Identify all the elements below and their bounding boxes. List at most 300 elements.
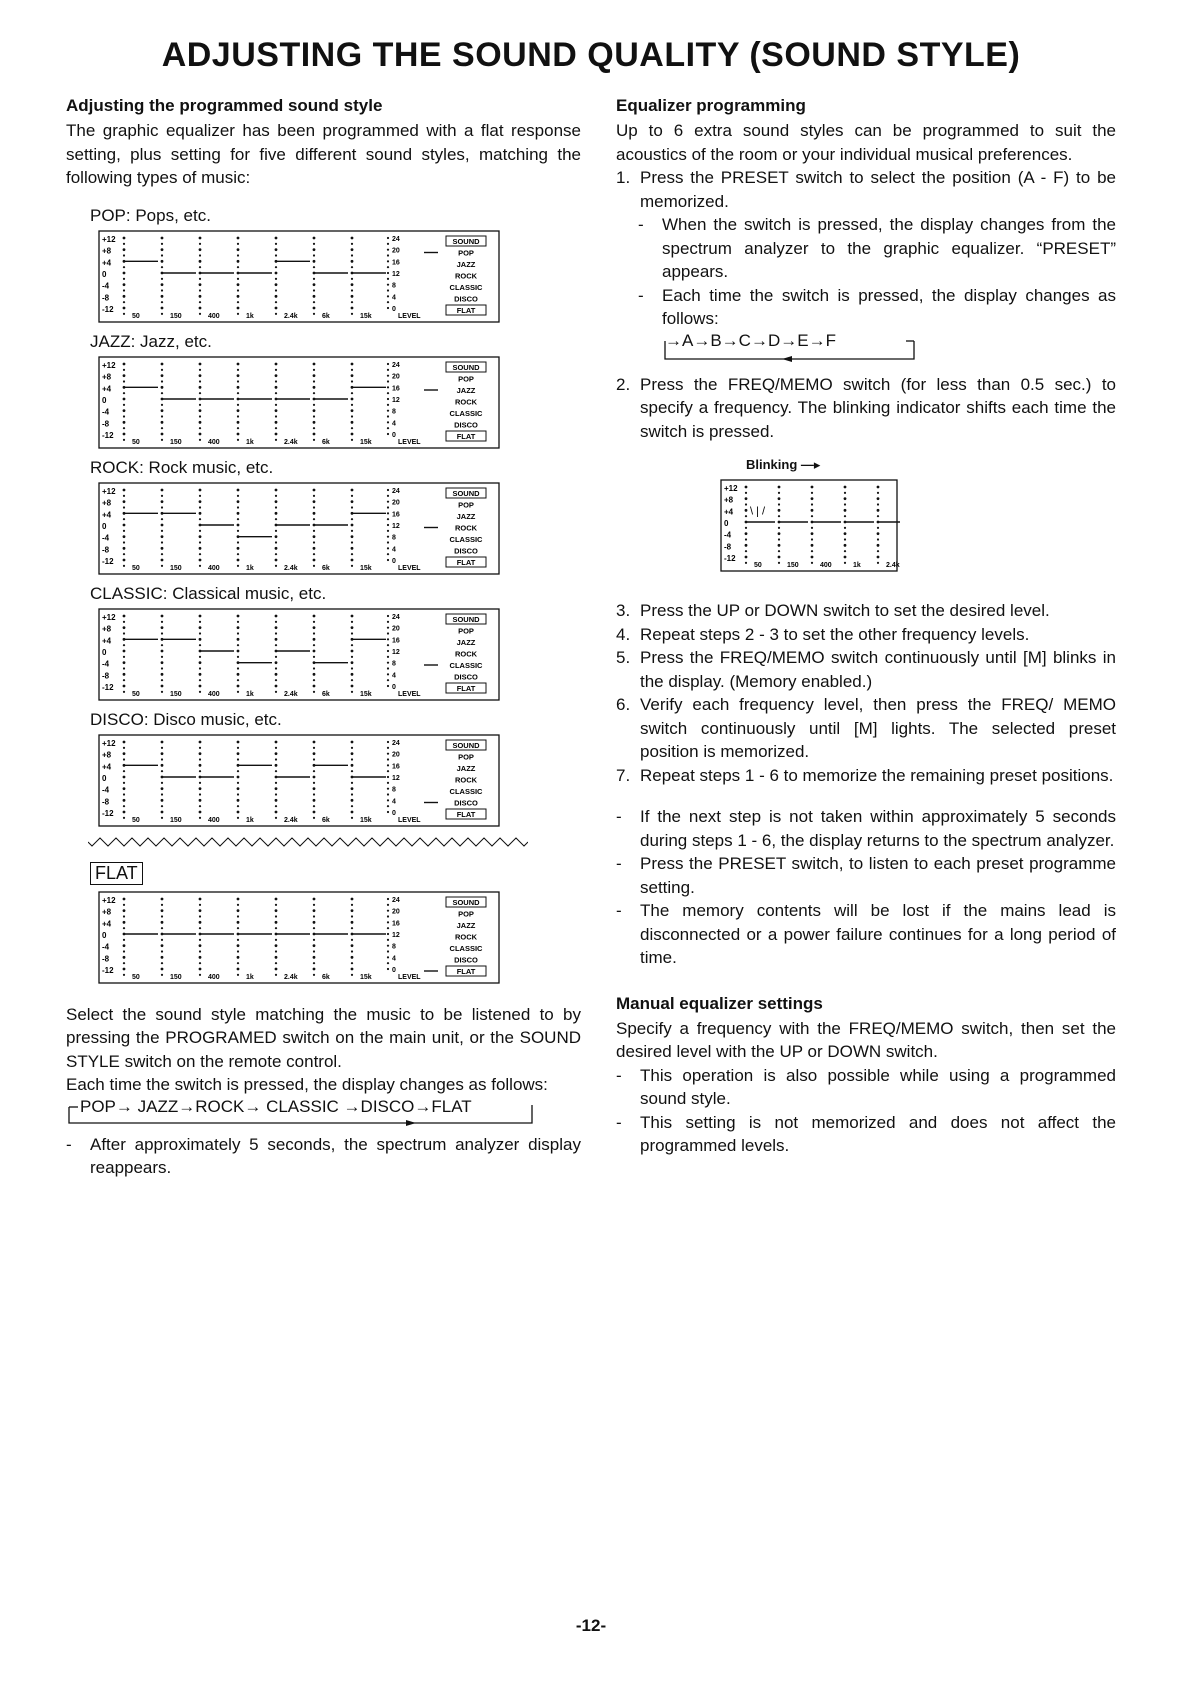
- eq-dot: [351, 793, 353, 795]
- manual-paragraph: Specify a frequency with the FREQ/MEMO switch, then set the desired level with the UP or DOWN switch.: [616, 1018, 1116, 1061]
- eq-dot: [161, 362, 164, 365]
- eq-x-label: 50: [132, 690, 140, 698]
- eq-dot: [275, 798, 278, 801]
- eq-dot: [199, 380, 201, 382]
- eq-dot: [844, 562, 846, 564]
- eq-dot: [123, 740, 126, 743]
- eq-dot: [199, 758, 201, 760]
- eq-dot: [275, 897, 278, 900]
- eq-dot: [387, 306, 389, 308]
- eq-dot: [237, 679, 239, 681]
- eq-dot: [161, 523, 164, 526]
- eq-dot: [199, 374, 202, 377]
- eq-dot: [161, 420, 164, 423]
- eq-level-label: 4: [392, 545, 396, 553]
- eq-dot: [275, 927, 277, 929]
- preset-sequence-text: →A→B→C→D→E→F: [665, 330, 836, 350]
- eq-dot: [275, 409, 278, 412]
- eq-dot: [199, 541, 201, 543]
- eq-dot: [123, 236, 126, 239]
- preset-block: [66, 206, 581, 324]
- eq-dot: [778, 538, 780, 540]
- eq-dot: [275, 667, 277, 669]
- eq-x-label: 1k: [246, 816, 254, 824]
- eq-dot: [275, 909, 278, 912]
- eq-dot: [313, 667, 315, 669]
- eq-y-label: +8: [102, 498, 112, 508]
- eq-dot: [199, 506, 201, 508]
- eq-dot: [123, 432, 126, 435]
- eq-dot: [237, 915, 239, 917]
- eq-dot: [123, 266, 125, 268]
- eq-dot: [387, 494, 389, 496]
- eq-dot: [387, 626, 389, 628]
- eq-x-label: 1k: [246, 312, 254, 320]
- eq-dot: [237, 909, 240, 912]
- eq-dot: [313, 626, 316, 629]
- eq-dot: [313, 403, 315, 405]
- eq-dot: [161, 289, 163, 291]
- eq-dot: [199, 254, 201, 256]
- eq-x-label: 2.4k: [284, 564, 298, 572]
- eq-dot: [237, 427, 239, 429]
- eq-dot: [313, 392, 315, 394]
- eq-dot: [199, 655, 201, 657]
- eq-mode-label: ROCK: [454, 271, 478, 280]
- eq-dot: [199, 752, 202, 755]
- eq-dot: [161, 944, 164, 947]
- eq-dot: [387, 260, 389, 262]
- eq-dot: [811, 486, 814, 489]
- eq-frame: [721, 480, 897, 571]
- eq-dot: [313, 909, 316, 912]
- eq-dot: [313, 564, 315, 566]
- eq-level-label: 20: [392, 751, 400, 759]
- eq-dot: [313, 546, 316, 549]
- eq-dot: [123, 420, 126, 423]
- eq-dot: [237, 289, 239, 291]
- eq-dot: [351, 672, 354, 675]
- eq-dot: [199, 301, 201, 303]
- eq-dot: [275, 438, 277, 440]
- eq-level-label: 8: [392, 786, 396, 794]
- eq-dot: [351, 955, 354, 958]
- eq-dot: [275, 558, 278, 561]
- eq-dot: [237, 500, 240, 503]
- eq-dot: [313, 920, 316, 923]
- eq-dot: [199, 420, 202, 423]
- eq-dot: [275, 254, 277, 256]
- eq-dot: [237, 564, 239, 566]
- eq-dot: [123, 564, 125, 566]
- eq-dot: [123, 962, 125, 964]
- eq-dot: [275, 506, 277, 508]
- eq-dot: [387, 684, 389, 686]
- eq-dot: [161, 494, 163, 496]
- eq-dot: [351, 362, 354, 365]
- eq-dot: [387, 421, 389, 423]
- eq-y-label: -12: [102, 556, 114, 566]
- eq-dot: [351, 684, 354, 687]
- eq-dot: [161, 644, 163, 646]
- eq-y-label: +12: [102, 486, 116, 496]
- eq-dot: [199, 672, 202, 675]
- eq-dot: [877, 562, 879, 564]
- eq-dot: [123, 289, 125, 291]
- eq-dot: [275, 415, 277, 417]
- eq-dot: [199, 770, 201, 772]
- eq-dot: [351, 787, 354, 790]
- eq-dot: [237, 962, 239, 964]
- blinking-indicator: \ | /: [750, 505, 766, 518]
- eq-dot: [844, 515, 846, 517]
- eq-dot: [313, 915, 315, 917]
- eq-display-svg: [720, 479, 900, 573]
- eq-dot: [351, 283, 354, 286]
- eq-dot: [199, 403, 201, 405]
- eq-dot: [313, 897, 316, 900]
- eq-dot: [123, 374, 126, 377]
- eq-dot: [161, 740, 164, 743]
- eq-x-label: 2.4k: [284, 312, 298, 320]
- eq-level-label: 16: [392, 510, 400, 518]
- eq-y-label: +4: [724, 507, 734, 517]
- eq-dot: [237, 511, 240, 514]
- eq-dot: [123, 775, 126, 778]
- eq-x-label: 400: [208, 438, 220, 446]
- eq-dot: [778, 492, 780, 494]
- eq-dot: [161, 614, 164, 617]
- eq-dot: [351, 259, 354, 262]
- eq-x-label: 150: [787, 562, 799, 569]
- eq-mode-label: CLASSIC: [449, 943, 483, 953]
- eq-x-label: 150: [170, 690, 182, 698]
- eq-y-label: 0: [102, 930, 107, 940]
- eq-y-label: +8: [102, 907, 112, 917]
- eq-dot: [237, 420, 240, 423]
- eq-y-label: +12: [102, 738, 116, 748]
- eq-x-label: 150: [170, 973, 182, 981]
- eq-dot: [123, 403, 125, 405]
- eq-y-label: -8: [102, 796, 110, 806]
- eq-mode-label: FLAT: [456, 557, 476, 567]
- eq-dot: [123, 690, 125, 692]
- step-list: [616, 599, 1116, 787]
- step-item: 6. Verify each frequency level, then press the FREQ/ MEMO switch continuously until [M] lights. The selected preset position is memorized.: [616, 693, 1116, 764]
- manual-note-item: - This operation is also possible while using a programmed sound style.: [616, 1064, 1116, 1111]
- eq-level-label: 16: [392, 762, 400, 770]
- left-column: [66, 96, 581, 1180]
- eq-dot: [313, 962, 315, 964]
- eq-dot: [313, 955, 316, 958]
- eq-dot: [313, 385, 316, 388]
- eq-dot: [313, 553, 315, 555]
- eq-dot: [237, 294, 240, 297]
- eq-dot: [275, 632, 277, 634]
- eq-x-label: 50: [132, 438, 140, 446]
- eq-display-svg: [98, 482, 518, 576]
- eq-y-label: -8: [102, 953, 110, 963]
- eq-dot: [237, 362, 240, 365]
- eq-dot: [161, 927, 163, 929]
- eq-dot: [275, 758, 277, 760]
- eq-dot: [313, 535, 316, 538]
- eq-mode-label: POP: [458, 909, 474, 918]
- eq-x-label: LEVEL: [398, 438, 421, 446]
- eq-dot: [745, 562, 747, 564]
- eq-dot: [199, 915, 201, 917]
- eq-dot: [387, 810, 389, 812]
- eq-dot: [161, 266, 163, 268]
- eq-mode-label: DISCO: [454, 798, 478, 807]
- eq-dot: [351, 432, 354, 435]
- eq-dot: [199, 294, 202, 297]
- eq-level-label: 4: [392, 419, 396, 427]
- eq-dot: [351, 236, 354, 239]
- eq-x-label: 15k: [360, 973, 372, 981]
- eq-dot: [199, 973, 201, 975]
- eq-dot: [745, 509, 748, 512]
- eq-dot: [237, 494, 239, 496]
- eq-dot: [778, 550, 780, 552]
- eq-mode-label: POP: [458, 374, 474, 383]
- eq-dot: [123, 684, 126, 687]
- eq-dot: [199, 667, 201, 669]
- eq-dot: [811, 544, 814, 547]
- eq-dot: [199, 432, 202, 435]
- eq-dot: [237, 781, 239, 783]
- eq-dot: [313, 944, 316, 947]
- eq-dot: [123, 415, 125, 417]
- eq-dot: [387, 242, 389, 244]
- eq-dot: [199, 684, 202, 687]
- eq-dot: [199, 553, 201, 555]
- eq-dot: [199, 312, 201, 314]
- eq-x-label: 400: [208, 564, 220, 572]
- eq-dot: [745, 497, 748, 500]
- eq-dot: [275, 962, 277, 964]
- eq-dot: [161, 620, 163, 622]
- eq-dot: [199, 679, 201, 681]
- eq-dot: [275, 362, 278, 365]
- eq-dot: [351, 438, 353, 440]
- eq-y-label: -8: [102, 418, 110, 428]
- section-heading-manual: Manual equalizer settings: [616, 993, 823, 1013]
- eq-dot: [275, 967, 278, 970]
- eq-y-label: +12: [102, 895, 116, 905]
- eq-y-label: +8: [102, 372, 112, 382]
- step-2: 2. Press the FREQ/MEMO switch (for less than 0.5 sec.) to specify a frequency. The blinking indicator shifts each time the switch is pressed.: [616, 373, 1116, 444]
- eq-dot: [275, 500, 278, 503]
- eq-dot: [844, 538, 846, 540]
- eq-dot: [123, 927, 125, 929]
- eq-level-label: 20: [392, 247, 400, 255]
- eq-dot: [387, 248, 389, 250]
- eq-level-label: 20: [392, 373, 400, 381]
- eq-dot: [237, 649, 240, 652]
- eq-dot: [275, 787, 278, 790]
- eq-dot: [161, 488, 164, 491]
- eq-dot: [199, 909, 202, 912]
- eq-dot: [313, 511, 316, 514]
- eq-x-label: 15k: [360, 312, 372, 320]
- eq-dot: [351, 535, 354, 538]
- eq-dot: [387, 506, 389, 508]
- eq-dot: [275, 535, 278, 538]
- eq-dot: [351, 920, 354, 923]
- eq-dot: [275, 294, 278, 297]
- eq-dot: [123, 283, 126, 286]
- eq-dot: [123, 301, 125, 303]
- eq-dot: [778, 497, 781, 500]
- section-heading-eq-programming: Equalizer programming: [616, 96, 806, 115]
- blinking-label: [746, 457, 1116, 473]
- eq-dot: [351, 816, 353, 818]
- eq-dot: [237, 415, 239, 417]
- eq-dot: [237, 938, 239, 940]
- eq-dot: [275, 620, 277, 622]
- eq-dot: [745, 503, 747, 505]
- eq-intro-paragraph: Up to 6 extra sound styles can be programmed to suit the acoustics of the room or your individual musical preferences.: [616, 121, 1116, 164]
- eq-dot: [199, 637, 202, 640]
- eq-dot: [313, 787, 316, 790]
- eq-x-label: LEVEL: [398, 816, 421, 824]
- manual-note-item-text: This operation is also possible while using a programmed sound style.: [640, 1065, 1116, 1108]
- eq-dot: [123, 679, 125, 681]
- step-1-note-1-text: When the switch is pressed, the display changes from the spectrum analyzer to the graphic equalizer. “PRESET” appears.: [662, 215, 1116, 281]
- eq-x-label: 15k: [360, 816, 372, 824]
- eq-dot: [313, 236, 316, 239]
- eq-mode-label: DISCO: [454, 420, 478, 429]
- eq-level-label: 8: [392, 660, 396, 668]
- eq-dot: [199, 967, 202, 970]
- eq-dot: [811, 556, 814, 559]
- eq-mode-label: ROCK: [454, 932, 478, 941]
- eq-dot: [387, 932, 389, 934]
- eq-dot: [123, 672, 126, 675]
- eq-dot: [745, 527, 747, 529]
- eq-dot: [275, 763, 278, 766]
- eq-dot: [237, 409, 240, 412]
- eq-dot: [199, 427, 201, 429]
- eq-dot: [811, 515, 813, 517]
- eq-dot: [237, 254, 239, 256]
- eq-dot: [237, 973, 239, 975]
- eq-display-svg: [98, 230, 518, 324]
- eq-x-label: 50: [754, 562, 762, 569]
- eq-dot: [161, 564, 163, 566]
- eq-dot: [275, 672, 278, 675]
- eq-dot: [351, 380, 353, 382]
- eq-dot: [161, 242, 163, 244]
- eq-mode-label: JAZZ: [456, 920, 476, 930]
- eq-dot: [237, 277, 239, 279]
- eq-dot: [237, 506, 239, 508]
- eq-dot: [275, 374, 278, 377]
- eq-level-label: 0: [392, 683, 396, 691]
- eq-dot: [123, 409, 126, 412]
- eq-dot: [123, 944, 126, 947]
- eq-dot: [313, 306, 316, 309]
- eq-dot: [199, 368, 201, 370]
- eq-x-label: 150: [170, 312, 182, 320]
- eq-x-label: 6k: [322, 438, 330, 446]
- eq-dot: [387, 746, 389, 748]
- eq-dot: [387, 740, 389, 742]
- eq-dot: [313, 793, 315, 795]
- eq-y-label: -4: [102, 942, 110, 952]
- eq-level-label: 8: [392, 943, 396, 951]
- eq-dot: [387, 781, 389, 783]
- eq-mode-label: JAZZ: [456, 637, 476, 647]
- eq-dot: [161, 380, 163, 382]
- eq-dot: [351, 301, 353, 303]
- eq-dot: [161, 655, 163, 657]
- eq-dot: [387, 380, 389, 382]
- eq-dot: [161, 793, 163, 795]
- eq-dot: [387, 787, 389, 789]
- eq-dot: [123, 816, 125, 818]
- eq-dot: [387, 655, 389, 657]
- eq-dot: [387, 775, 389, 777]
- eq-dot: [199, 816, 201, 818]
- eq-dot: [745, 486, 748, 489]
- eq-level-label: 12: [392, 396, 400, 404]
- eq-dot: [161, 277, 163, 279]
- arrow-right-icon: —▸: [800, 457, 821, 472]
- eq-x-label: 1k: [246, 564, 254, 572]
- eq-dot: [275, 626, 278, 629]
- eq-dot: [275, 770, 277, 772]
- eq-dot: [161, 254, 163, 256]
- eq-level-label: 20: [392, 625, 400, 633]
- eq-dot: [275, 752, 278, 755]
- step-1-note-1: - When the switch is pressed, the display changes from the spectrum analyzer to the graphic equalizer. “PRESET” appears.: [616, 213, 1116, 284]
- eq-dot: [877, 515, 879, 517]
- eq-dot: [351, 553, 353, 555]
- eq-dot: [237, 558, 240, 561]
- eq-dot: [387, 799, 389, 801]
- eq-dot: [275, 740, 278, 743]
- eq-dot: [387, 277, 389, 279]
- eq-level-label: 4: [392, 954, 396, 962]
- eq-level-label: 12: [392, 270, 400, 278]
- eq-dot: [275, 529, 277, 531]
- eq-x-label: 400: [208, 973, 220, 981]
- eq-dot: [123, 541, 125, 543]
- eq-dot: [313, 644, 315, 646]
- eq-dot: [161, 920, 164, 923]
- eq-dot: [237, 758, 239, 760]
- eq-dot: [351, 415, 353, 417]
- eq-x-label: 2.4k: [284, 690, 298, 698]
- eq-dot: [313, 758, 315, 760]
- eq-dot: [275, 312, 277, 314]
- eq-dot: [199, 787, 202, 790]
- eq-dot: [161, 283, 164, 286]
- eq-y-label: -12: [102, 965, 114, 975]
- eq-dot: [351, 277, 353, 279]
- eq-dot: [199, 614, 202, 617]
- eq-dot: [387, 909, 389, 911]
- eq-y-label: -4: [102, 281, 110, 291]
- eq-dot: [387, 793, 389, 795]
- eq-mode-label: ROCK: [454, 649, 478, 658]
- preset-block: [66, 332, 581, 450]
- eq-dot: [313, 289, 315, 291]
- eq-dot: [387, 415, 389, 417]
- eq-dot: [313, 938, 315, 940]
